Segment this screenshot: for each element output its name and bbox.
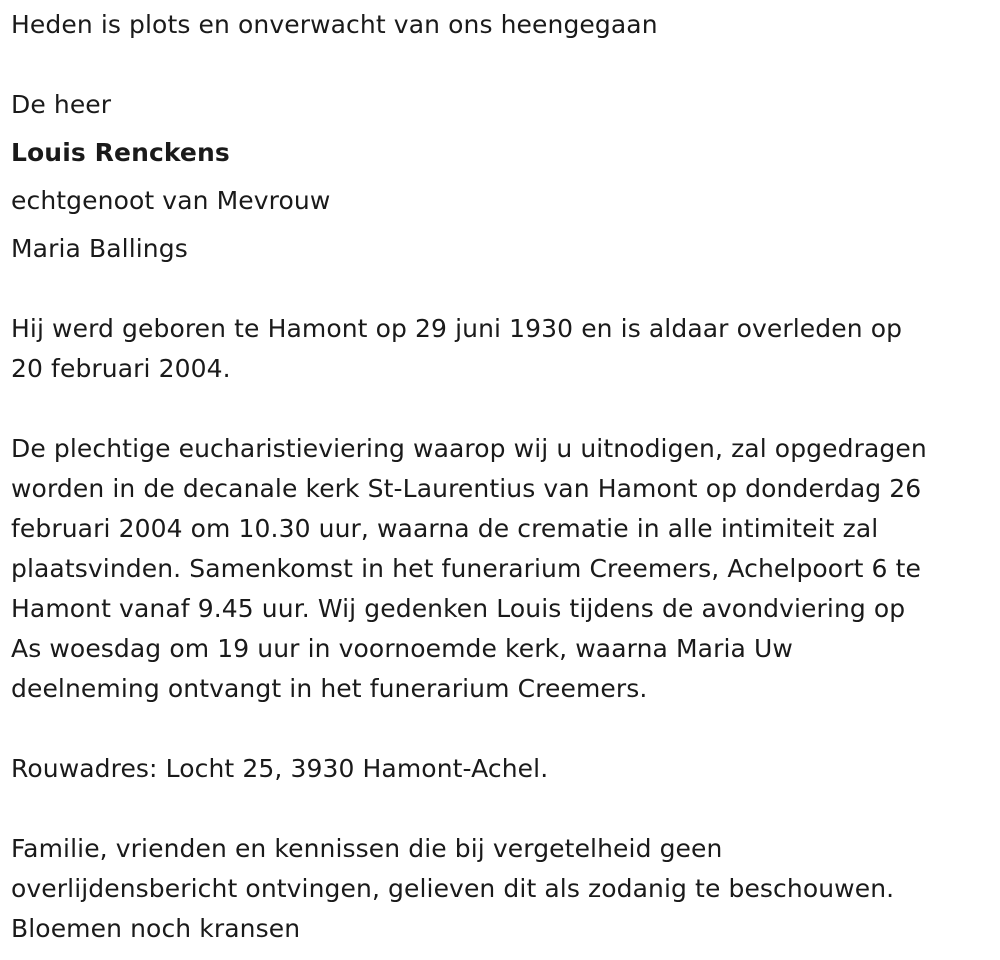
closing-line-3: Bloemen noch kransen	[11, 914, 301, 943]
birth-death-line-1: Hij werd geboren te Hamont op 29 juni 1930 en is aldaar overleden op	[11, 314, 903, 343]
intro-text: Heden is plots en onverwacht van ons heengegaan	[11, 10, 658, 39]
ceremony-line-7: deelneming ontvangt in het funerarium Creemers.	[11, 674, 648, 703]
ceremony-line-6: As woesdag om 19 uur in voornoemde kerk, waarna Maria Uw	[11, 634, 793, 663]
ceremony-line-1: De plechtige eucharistieviering waarop wij u uitnodigen, zal opgedragen	[11, 434, 927, 463]
mourning-address: Rouwadres: Locht 25, 3930 Hamont-Achel.	[11, 754, 549, 783]
spouse-name: Maria Ballings	[11, 234, 188, 263]
ceremony-line-3: februari 2004 om 10.30 uur, waarna de crematie in alle intimiteit zal	[11, 514, 879, 543]
ceremony-line-5: Hamont vanaf 9.45 uur. Wij gedenken Louis tijdens de avondviering op	[11, 594, 906, 623]
title-prefix: De heer	[11, 90, 112, 119]
spouse-relation: echtgenoot van Mevrouw	[11, 186, 331, 215]
birth-death-line-2: 20 februari 2004.	[11, 354, 231, 383]
ceremony-line-2: worden in de decanale kerk St-Laurentius van Hamont op donderdag 26	[11, 474, 922, 503]
closing-line-2: overlijdensbericht ontvingen, gelieven dit als zodanig te beschouwen.	[11, 874, 895, 903]
closing-line-1: Familie, vrienden en kennissen die bij vergetelheid geen	[11, 834, 723, 863]
deceased-name: Louis Renckens	[11, 138, 230, 167]
ceremony-line-4: plaatsvinden. Samenkomst in het funerarium Creemers, Achelpoort 6 te	[11, 554, 921, 583]
